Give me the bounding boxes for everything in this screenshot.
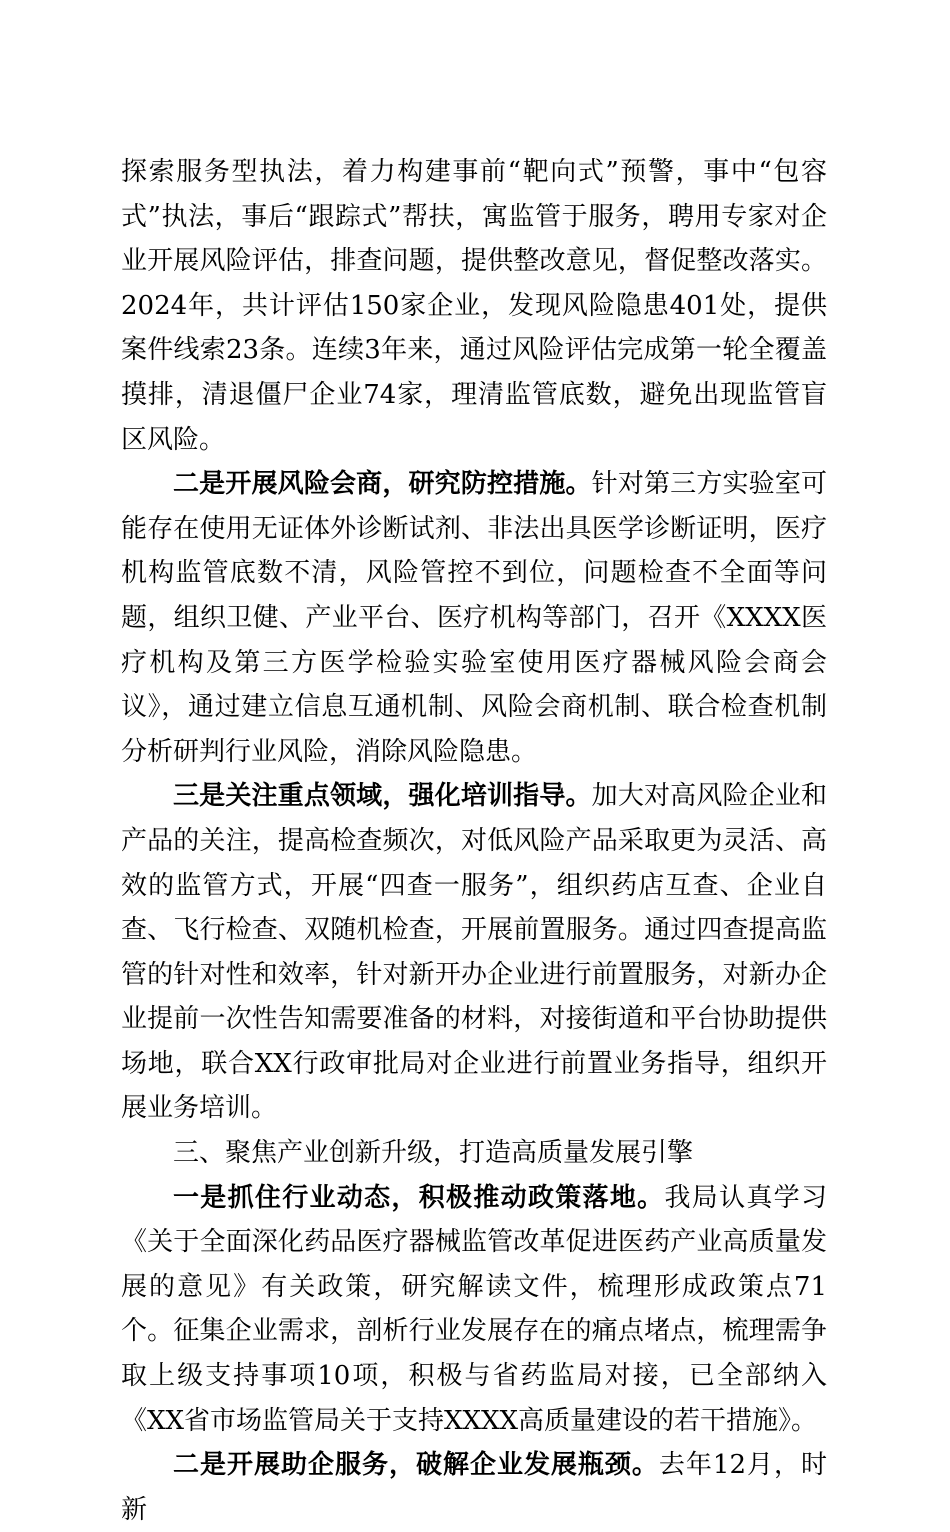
paragraph-text: 探索服务型执法，着力构建事前“靶向式”预警，事中“包容式”执法，事后“跟踪式”帮扶，寓监管于服务，聘用专家对企业开展风险评估，排查问题，提供整改意见，督促整改落实。2024年，共计评估150家企业，发现风险隐患401处，提供案件线索23条。连续3年来，通过风险评估完成第一轮全覆盖摸排，清退僵尸企业74家，理清监管底数，避免出现监管盲区风险。 (121, 157, 827, 455)
section-heading-text: 三、聚焦产业创新升级，打造高质量发展引擎 (173, 1138, 694, 1169)
paragraph-policy (121, 1176, 827, 1444)
paragraph-lead-heading: 三是关注重点领域，强化培训指导。 (173, 781, 592, 812)
paragraph-lead-heading: 一是抓住行业动态，积极推动政策落地。 (173, 1182, 665, 1213)
paragraph-lead-heading: 二是开展助企服务，破解企业发展瓶颈。 (173, 1450, 659, 1481)
document-page (121, 150, 827, 1532)
paragraph-risk-consultation (121, 462, 827, 774)
paragraph-text: 加大对高风险企业和产品的关注，提高检查频次，对低风险产品采取更为灵活、高效的监管方式，开展“四查一服务”，组织药店互查、企业自查、飞行检查、双随机检查，开展前置服务。通过四查提高监管的针对性和效率，针对新开办企业进行前置服务，对新办企业提前一次性告知需要准备的材料，对接街道和平台协助提供场地，联合XX行政审批局对企业进行前置业务指导，组织开展业务培训。 (121, 781, 827, 1124)
paragraph-enterprise-service (121, 1443, 827, 1532)
paragraph-text: 我局认真学习《关于全面深化药品医疗器械监管改革促进医药产业高质量发展的意见》有关政策，研究解读文件，梳理形成政策点71个。征集企业需求，剖析行业发展存在的痛点堵点，梳理需争取上级支持事项10项，积极与省药监局对接，已全部纳入《XX省市场监管局关于支持XXXX高质量建设的若干措施》。 (121, 1182, 827, 1436)
section-heading (121, 1131, 827, 1176)
paragraph-text: 针对第三方实验室可能存在使用无证体外诊断试剂、非法出具医学诊断证明，医疗机构监管底数不清，风险管控不到位，问题检查不全面等问题，组织卫健、产业平台、医疗机构等部门，召开《XXXX医疗机构及第三方医学检验实验室使用医疗器械风险会商会议》，通过建立信息互通机制、风险会商机制、联合检查机制分析研判行业风险，消除风险隐患。 (121, 469, 827, 767)
paragraph-text: 去年12月，时新 (121, 1450, 827, 1525)
paragraph-lead-heading: 二是开展风险会商，研究防控措施。 (173, 469, 592, 500)
paragraph-key-areas (121, 774, 827, 1131)
paragraph-risk-assessment (121, 150, 827, 462)
